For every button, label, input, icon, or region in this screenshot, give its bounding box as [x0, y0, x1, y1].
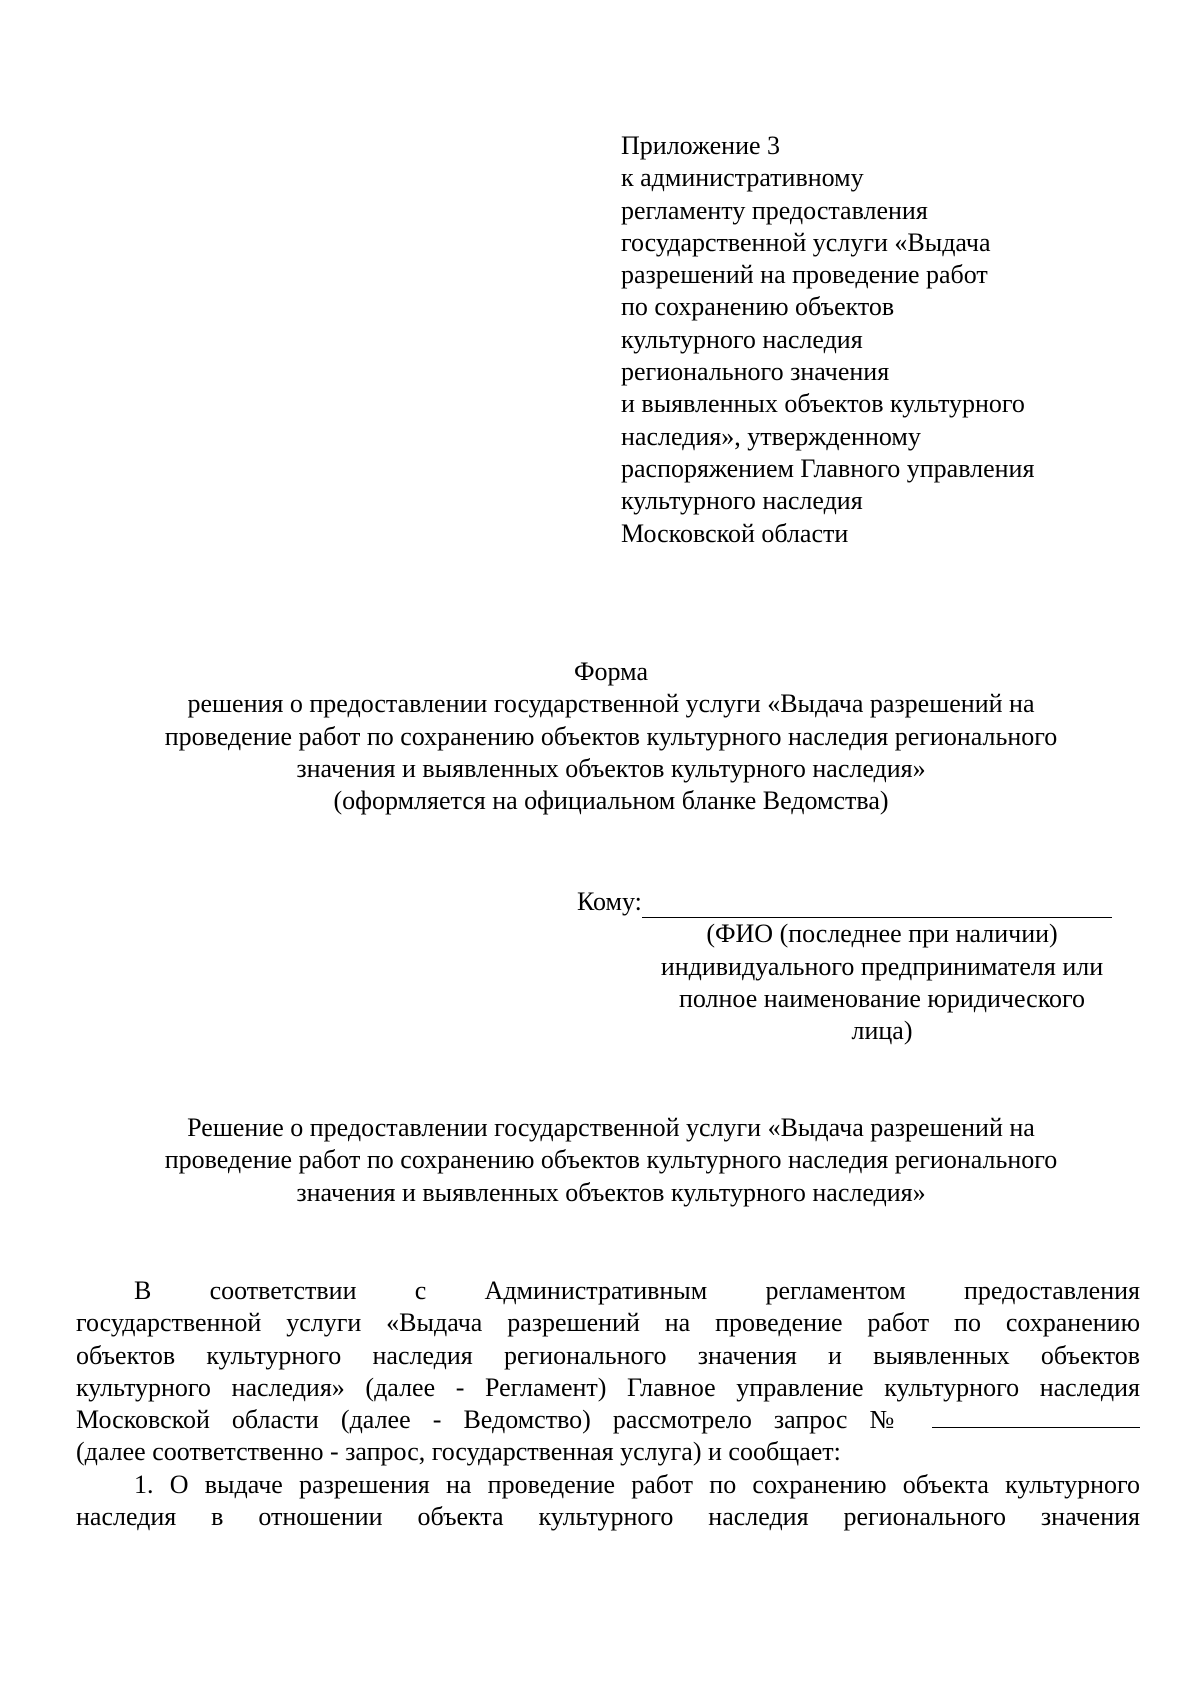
- paragraph-line: объектов культурного наследия регионального значения и выявленных объектов: [76, 1340, 1140, 1370]
- paragraph-line-with-field: [76, 1404, 1140, 1436]
- appendix-line: наследия», утвержденному: [621, 421, 921, 451]
- paragraph-line: 1. О выдаче разрешения на проведение работ по сохранению объекта культурного: [134, 1469, 1140, 1499]
- form-subtitle-line: значения и выявленных объектов культурного наследия»: [296, 753, 926, 783]
- decision-title: [90, 1112, 1132, 1209]
- recipient-label: Кому:: [577, 887, 642, 916]
- decision-title-line: Решение о предоставлении государственной услуги «Выдача разрешений на: [187, 1113, 1035, 1142]
- paragraph-line: (далее соответственно - запрос, государственная услуга) и сообщает:: [76, 1437, 841, 1467]
- recipient-note-line: лица): [851, 1016, 913, 1046]
- paragraph-line: наследия в отношении объекта культурного наследия регионального значения: [76, 1502, 1140, 1532]
- appendix-line: Московской области: [621, 518, 849, 548]
- recipient-line: [577, 886, 1137, 918]
- paragraph-line: государственной услуги «Выдача разрешений на проведение работ по сохранению: [76, 1308, 1140, 1338]
- paragraph-line: В соответствии с Административным регламентом предоставления: [134, 1276, 1140, 1305]
- recipient-name-field[interactable]: [642, 891, 1112, 918]
- appendix-line: Приложение 3: [621, 131, 781, 160]
- body-text: [76, 1275, 1140, 1533]
- appendix-line: по сохранению объектов: [621, 292, 895, 322]
- appendix-line: и выявленных объектов культурного: [621, 389, 1025, 419]
- recipient-note-line: индивидуального предпринимателя или: [660, 951, 1104, 981]
- form-note: (оформляется на официальном бланке Ведомства): [333, 786, 889, 816]
- decision-title-line: проведение работ по сохранению объектов культурного наследия регионального: [164, 1145, 1058, 1175]
- decision-title-line: значения и выявленных объектов культурного наследия»: [296, 1177, 926, 1207]
- appendix-line: государственной услуги «Выдача: [621, 227, 991, 257]
- appendix-line: распоряжением Главного управления: [621, 453, 1035, 483]
- form-subtitle-line: решения о предоставлении государственной услуги «Выдача разрешений на: [187, 689, 1035, 719]
- appendix-line: к административному: [621, 163, 864, 193]
- appendix-line: культурного наследия: [621, 486, 863, 516]
- query-number-field[interactable]: [932, 1405, 1140, 1428]
- paragraph-line-text: Московской области (далее - Ведомство) рассмотрело запрос №: [76, 1405, 910, 1435]
- recipient-block: [577, 886, 1137, 1047]
- recipient-note-line: полное наименование юридического: [678, 983, 1086, 1013]
- form-header: [90, 656, 1132, 817]
- paragraph-line: культурного наследия» (далее - Регламент) Главное управление культурного наследия: [76, 1372, 1140, 1402]
- form-subtitle-line: проведение работ по сохранению объектов культурного наследия регионального: [164, 721, 1058, 751]
- appendix-line: регионального значения: [621, 357, 890, 387]
- appendix-line: разрешений на проведение работ: [621, 260, 988, 290]
- appendix-line: регламенту предоставления: [621, 195, 928, 225]
- appendix-block: [621, 130, 1141, 550]
- form-title: Форма: [574, 657, 648, 686]
- recipient-note-line: (ФИО (последнее при наличии): [706, 919, 1058, 949]
- recipient-note: [647, 918, 1117, 1047]
- appendix-line: культурного наследия: [621, 324, 863, 354]
